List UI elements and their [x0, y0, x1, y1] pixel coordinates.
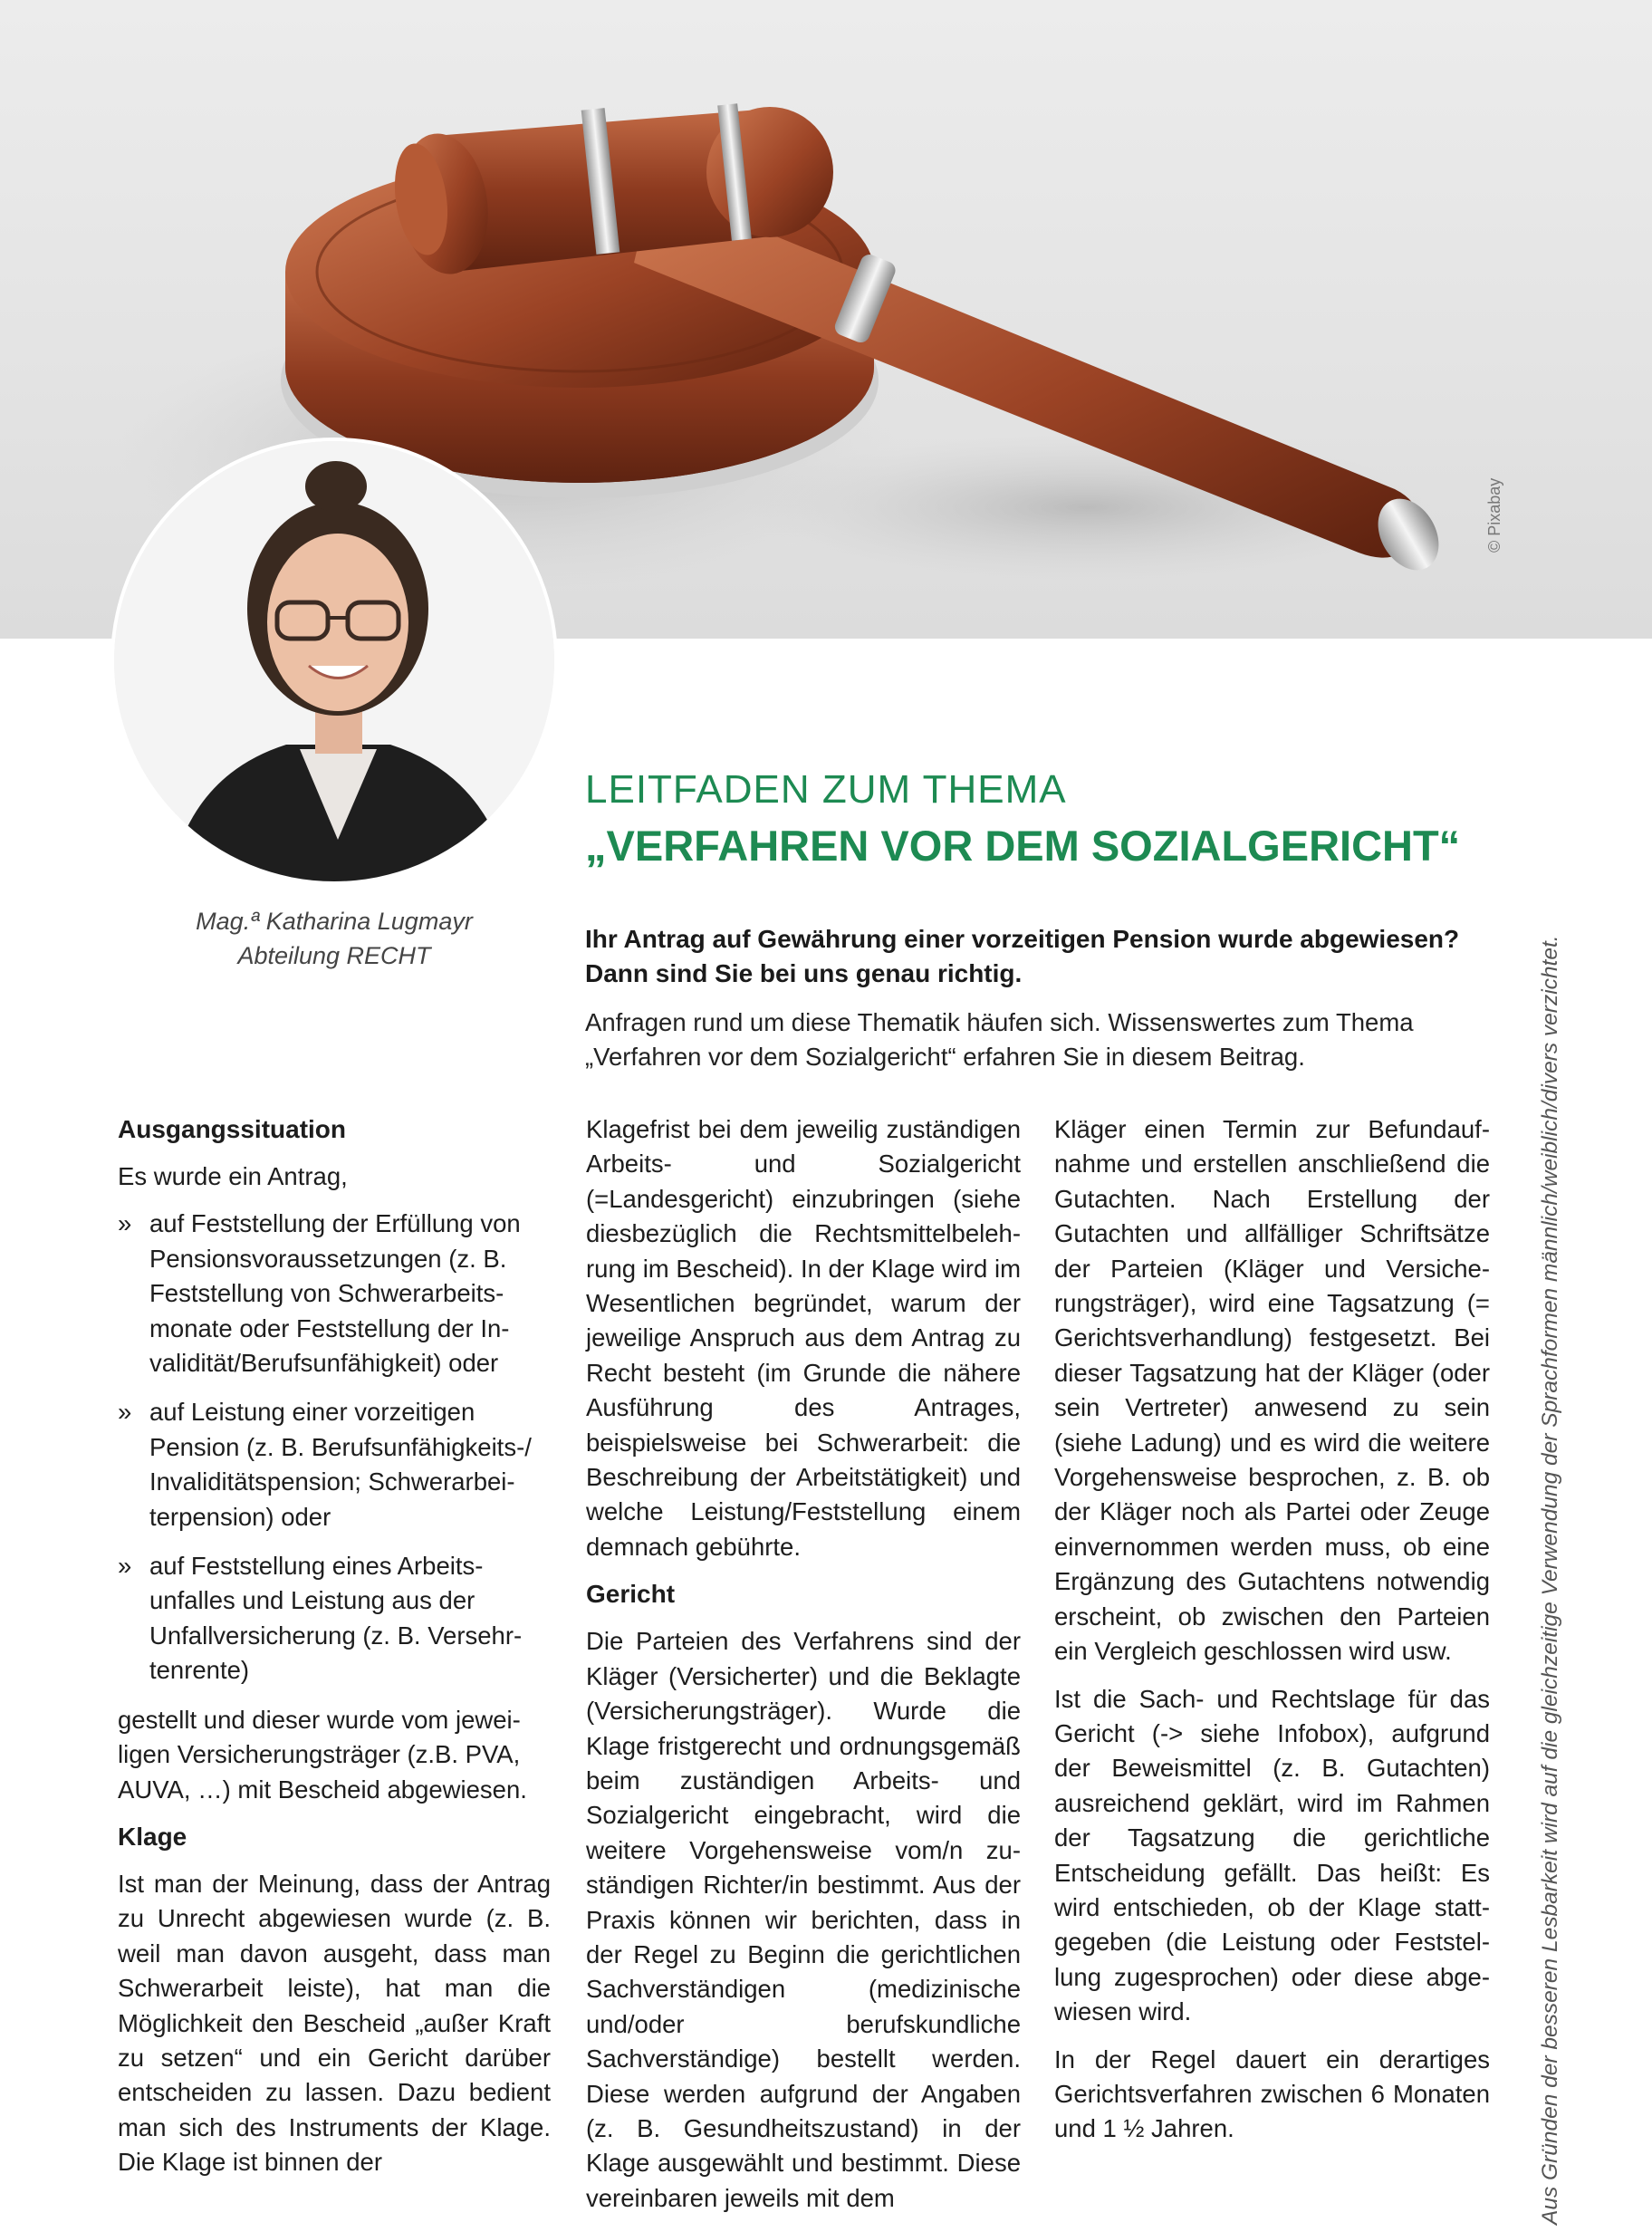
list-item-text: auf Feststellung eines Arbeitsunfalles und Leistung aus der Unfallversicherung (z. B. Versehrtenrente) [149, 1552, 523, 1685]
article-headline [585, 765, 1509, 872]
paragraph: Ist die Sach- und Rechtslage für das Gericht (-> siehe Infobox), aufgrund der Beweismittel (z. B. Gutachten) ausreichend geklärt, wird im Rahmen der Tagsatzung die gerichtliche Entscheidung gefällt. Das heißt: Es wird entschieden, ob der Klage stattgegeben (die Leistung oder Feststellung zugesprochen) oder diese abgewiesen wird. [1054, 1684, 1490, 2026]
author-portrait [110, 438, 558, 885]
person-image [114, 441, 558, 885]
paragraph: Kläger einen Termin zur Befundaufnahme und erstellen anschließend die Gutachten. Nach Erstellung der Gutachten und allfälliger Schriftsätze der Parteien (Kläger und Versicherungsträger), wird eine Tagsatzung (= Gerichtsverhandlung) festgesetzt. Bei dieser Tagsatzung hat der Kläger (oder sein Vertreter) anwesend zu sein (siehe Ladung) und es wird die weitere Vorgehensweise besprochen, z. B. ob der Kläger noch als Partei oder Zeuge einvernommen werden muss, ob eine Ergänzung des Gutachtens notwendig erscheint, ob zwischen den Parteien ein Vergleich geschlossen wird usw. [1054, 1115, 1490, 1666]
paragraph: Ist man der Meinung, dass der Antrag zu Unrecht abgewiesen wurde (z. B. weil man davon ausgeht, dass man Schwerarbeit leiste), hat man die Möglichkeit den Bescheid „außer Kraft zu setzen“ und ein Gericht darüber entscheiden zu lassen. Dazu bedient man sich des Instruments der Klage. Die Klage ist binnen der [118, 1869, 551, 2177]
bullet-marker: » [118, 1398, 132, 1427]
author-caption [110, 904, 558, 973]
paragraph: Die Parteien des Verfahrens sind der Kläger (Versicherter) und die Beklagte (Versicherungsträger). Wurde die Klage fristgerecht und ordnungsgemäß beim zuständigen Arbeits- und Sozialgericht eingebracht, wird die weitere Vorgehensweise vom/n zuständigen Richter/in bestimmt. Aus der Praxis können wir berichten, dass in der Regel zu Beginn die gerichtlichen Sachverständigen (medizinische und/oder berufskundliche Sachverständige) bestellt werden. Diese werden aufgrund der Angaben (z. B. Gesundheitszustand) in der Klage ausgewählt und bestimmt. Diese vereinbaren jeweils mit dem [586, 1627, 1021, 2212]
list-item-text: auf Feststellung der Erfüllung von Pensionsvoraussetzungen (z. B. Feststellung von Schwerarbeitsmonate oder Feststellung der Invalidität/Berufsunfähigkeit) oder [149, 1209, 521, 1378]
gender-language-note: Aus Gründen der besseren Lesbarkeit wird auf die gleichzeitige Verwendung der Sprachformen männlich/weiblich/divers verzichtet. [1538, 935, 1562, 2225]
bullet-marker: » [118, 1552, 132, 1581]
lead-intro: Anfragen rund um diese Thematik häufen sich. Wissenswertes zum Thema „Verfahren vor dem Sozialgericht“ erfahren Sie in diesem Beitrag. [585, 1008, 1414, 1071]
lead-question: Ihr Antrag auf Gewährung einer vorzeitigen Pension wurde abgewiesen? Dann sind Sie bei uns genau richtig. [585, 925, 1460, 987]
text-column-3 [1054, 1112, 1490, 2160]
author-department: Abteilung RECHT [237, 942, 431, 969]
list-item [118, 1549, 551, 1688]
article-lead [585, 922, 1500, 1074]
heading-ausgangssituation: Ausgangssituation [118, 1115, 347, 1143]
text-column-1 [118, 1112, 551, 2193]
list-item [118, 1207, 551, 1381]
author-name: Mag.ª Katharina Lugmayr [196, 908, 473, 935]
paragraph: In der Regel dauert ein derartiges Gerichtsverfahren zwischen 6 Monaten und 1 ½ Jahren. [1054, 2044, 1490, 2143]
heading-gericht: Gericht [586, 1580, 676, 1609]
paragraph: gestellt und dieser wurde vom jeweiligen Versicherungsträger (z.B. PVA, AUVA, …) mit Bescheid abgewiesen. [118, 1705, 527, 1804]
heading-klage: Klage [118, 1822, 187, 1851]
paragraph: Klagefrist bei dem jeweilig zuständigen Arbeits- und Sozialgericht (=Landesgericht) einzubringen (siehe diesbezüglich die Rechtsmittelbelehrung im Bescheid). In der Klage wird im Wesentlichen begründet, warum der jeweilige Anspruch aus dem Antrag zu Recht besteht (im Grunde die nähere Ausführung des Antrages, beispielsweise bei Schwerarbeit: die Beschreibung der Arbeitstätigkeit) und welche Leistung/Feststellung einem demnach gebührte. [586, 1115, 1021, 1561]
bullet-list [118, 1207, 551, 1688]
text-column-2 [586, 1112, 1021, 2228]
list-item [118, 1395, 551, 1534]
bullet-marker: » [118, 1209, 132, 1238]
paragraph: Es wurde ein Antrag, [118, 1162, 348, 1190]
photo-credit: © Pixabay [1485, 477, 1503, 553]
list-item-text: auf Leistung einer vorzeitigen Pension (z. B. Berufsunfähigkeits-/ Invaliditätspension; Schwerarbeiterpension) oder [149, 1398, 532, 1531]
headline-kicker: LEITFADEN ZUM THEMA [585, 767, 1067, 812]
headline-title: „VERFAHREN VOR DEM SOZIALGERICHT“ [585, 822, 1461, 870]
